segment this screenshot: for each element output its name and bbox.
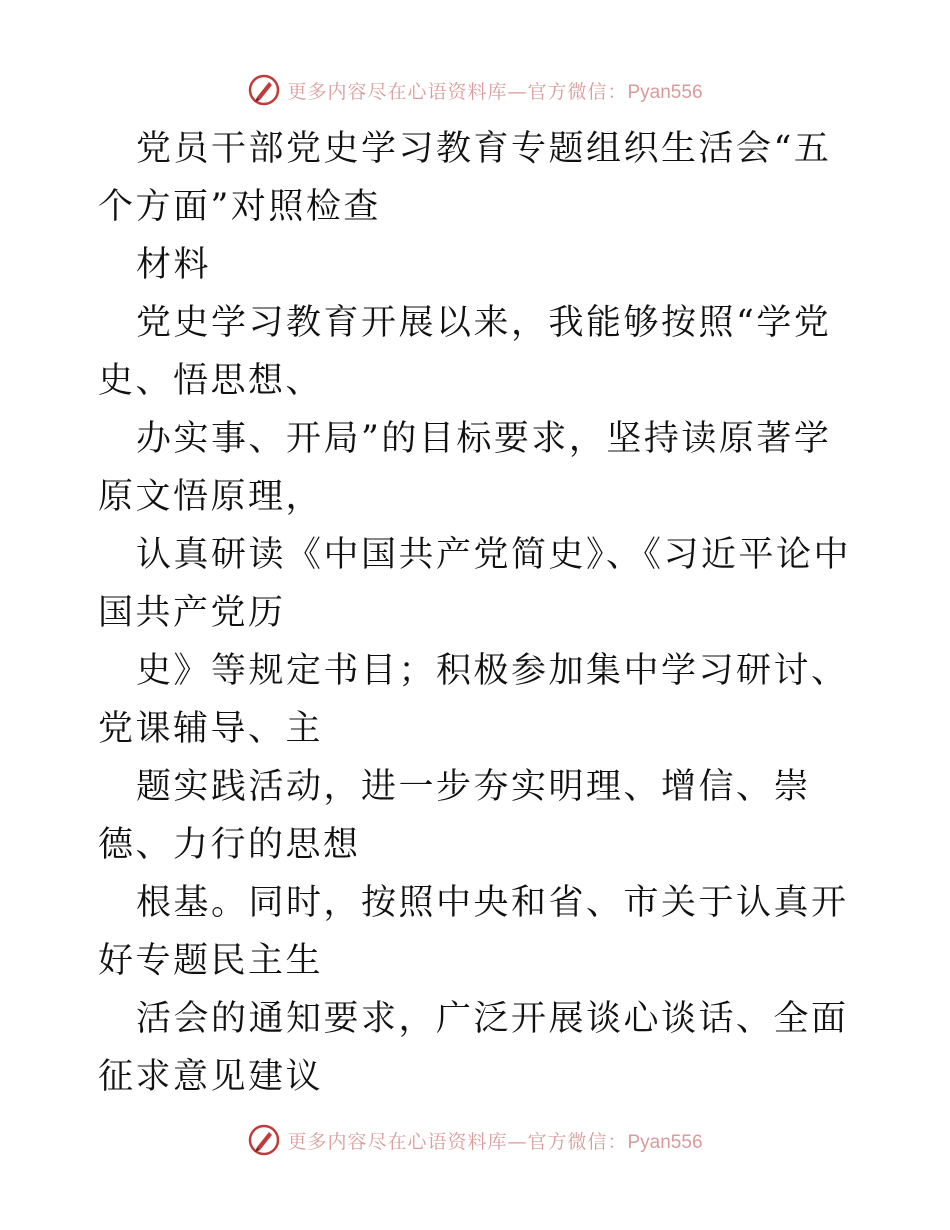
paragraph-line: 史》等规定书目；积极参加集中学习研讨、党课辅导、主 (98, 651, 849, 749)
paragraph-line: 题实践活动，进一步夯实明理、增信、崇德、力行的思想 (98, 767, 812, 865)
footer-watermark (0, 1120, 950, 1160)
document-body (98, 120, 868, 1106)
header-watermark (0, 70, 950, 110)
watermark-wechat-id: Pyan556 (627, 81, 703, 103)
paragraph-line: 党史学习教育开展以来，我能够按照“学党史、悟思想、 (98, 303, 832, 401)
paragraph-line: 根基。同时，按照中央和省、市关于认真开好专题民主生 (98, 883, 849, 981)
document-title: 党员干部党史学习教育专题组织生活会“五个方面”对照检查 (98, 129, 832, 227)
pen-logo-icon (247, 73, 281, 107)
watermark-wechat-id: Pyan556 (627, 1131, 703, 1153)
document-title-continued: 材料 (136, 245, 212, 285)
watermark-text: 更多内容尽在心语资料库—官方微信：Pyan556 (287, 80, 703, 103)
pen-logo-icon (247, 1123, 281, 1157)
watermark-text: 更多内容尽在心语资料库—官方微信：Pyan556 (287, 1130, 703, 1153)
paragraph-line: 办实事、开局”的目标要求，坚持读原著学原文悟原理， (98, 419, 832, 517)
paragraph-line: 活会的通知要求，广泛开展谈心谈话、全面征求意见建议 (98, 999, 849, 1097)
paragraph-line: 认真研读《中国共产党简史》、《习近平论中国共产党历 (98, 535, 852, 633)
